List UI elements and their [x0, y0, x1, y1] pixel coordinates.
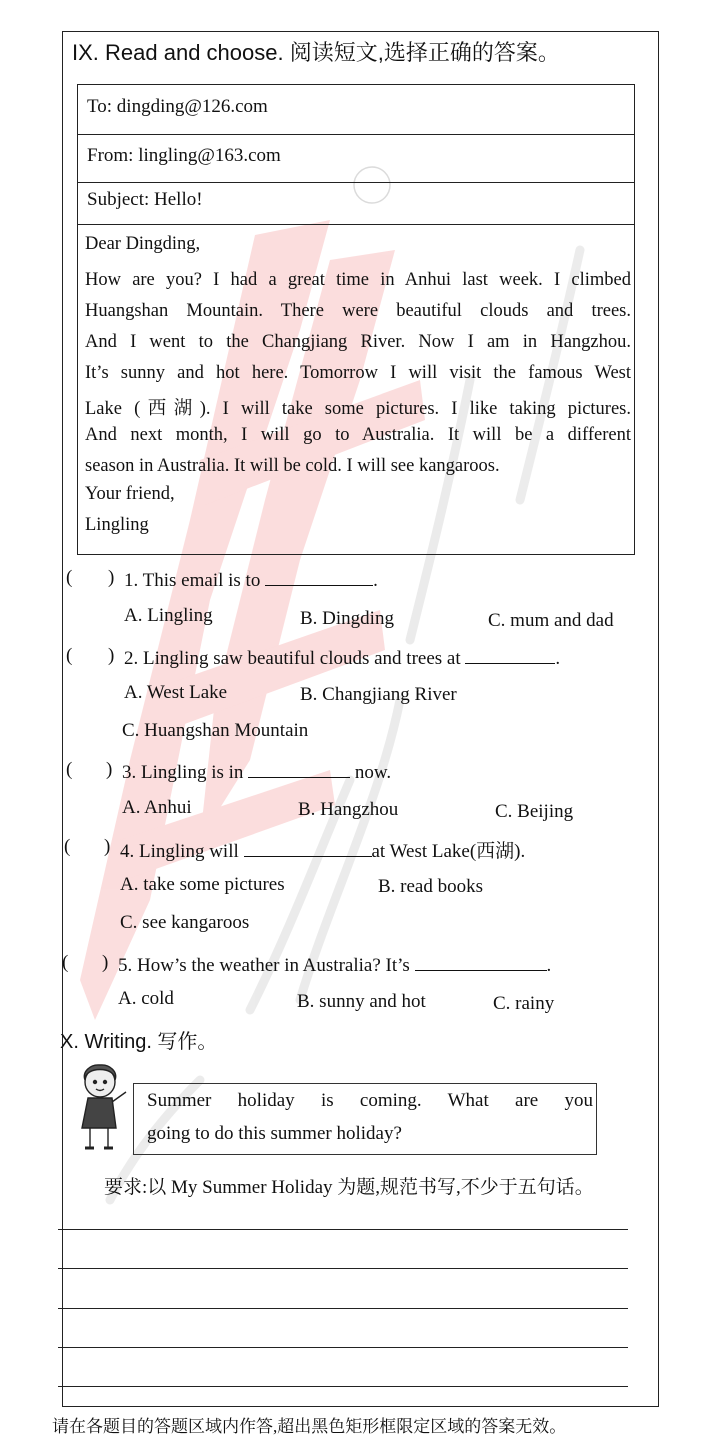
writing-line[interactable] — [58, 1268, 628, 1269]
q1-option-c[interactable]: C. mum and dad — [488, 610, 614, 631]
writing-line[interactable] — [58, 1229, 628, 1230]
email-body-line: Your friend, — [85, 484, 175, 504]
q1-option-a[interactable]: A. Lingling — [124, 605, 213, 626]
q2-option-b[interactable]: B. Changjiang River — [300, 684, 457, 705]
email-body-line: It’s sunny and hot here. Tomorrow I will visit the famous West — [85, 363, 631, 383]
footer-note: 请在各题目的答题区域内作答,超出黑色矩形框限定区域的答案无效。 — [52, 1417, 567, 1436]
question-paren: ) — [108, 567, 115, 588]
q4-option-b[interactable]: B. read books — [378, 876, 484, 897]
email-subject: Subject: Hello! — [78, 183, 634, 225]
q3-option-b[interactable]: B. Hangzhou — [298, 799, 399, 820]
question-paren: ( — [66, 567, 73, 588]
section-9-title: IX. Read and choose. 阅读短文,选择正确的答案。 — [72, 40, 560, 65]
email-body-line: season in Australia. It will be cold. I will see kangaroos. — [85, 456, 500, 476]
section-10-title: X. Writing. 写作。 — [60, 1031, 218, 1053]
q2-option-c[interactable]: C. Huangshan Mountain — [122, 720, 309, 741]
email-body-line: Lake (西湖). I will take some pictures. I like taking pictures. — [85, 399, 631, 419]
question-4-text: 4. Lingling will at West Lake(西湖). — [120, 836, 525, 863]
question-paren: ) — [102, 952, 109, 973]
q4-option-c[interactable]: C. see kangaroos — [120, 912, 250, 933]
writing-line[interactable] — [58, 1308, 628, 1309]
writing-requirement: 要求:以 My Summer Holiday 为题,规范书写,不少于五句话。 — [104, 1177, 594, 1198]
writing-prompt-line-1: Summer holiday is coming. What are you — [147, 1090, 593, 1111]
email-from: From: lingling@163.com — [78, 135, 634, 183]
email-body-line: How are you? I had a great time in Anhui last week. I climbed — [85, 270, 631, 290]
q2-option-a[interactable]: A. West Lake — [124, 682, 228, 703]
question-paren: ( — [66, 759, 73, 780]
question-paren: ) — [108, 645, 115, 666]
email-body-line: Lingling — [85, 515, 149, 535]
question-1-text: 1. This email is to . — [124, 567, 378, 592]
q5-option-c[interactable]: C. rainy — [493, 993, 555, 1014]
email-body-line: And I went to the Changjiang River. Now I am in Hangzhou. — [85, 332, 631, 352]
q5-option-a[interactable]: A. cold — [118, 988, 174, 1009]
q1-option-b[interactable]: B. Dingding — [300, 608, 394, 629]
question-paren: ( — [62, 952, 69, 973]
email-body-line: And next month, I will go to Australia. It will be a different — [85, 425, 631, 445]
q3-option-a[interactable]: A. Anhui — [122, 797, 192, 818]
question-paren: ) — [106, 759, 113, 780]
question-paren: ) — [104, 836, 111, 857]
q3-option-c[interactable]: C. Beijing — [495, 801, 574, 822]
writing-line[interactable] — [58, 1347, 628, 1348]
question-2-text: 2. Lingling saw beautiful clouds and trees at . — [124, 645, 560, 670]
writing-prompt-line-2: going to do this summer holiday? — [147, 1123, 402, 1144]
q5-option-b[interactable]: B. sunny and hot — [297, 991, 426, 1012]
email-body-line: Huangshan Mountain. There were beautiful clouds and trees. — [85, 301, 631, 321]
question-paren: ( — [64, 836, 71, 857]
writing-line[interactable] — [58, 1386, 628, 1387]
question-paren: ( — [66, 645, 73, 666]
question-3-text: 3. Lingling is in now. — [122, 759, 391, 784]
email-to: To: dingding@126.com — [78, 85, 634, 135]
email-body-line: Dear Dingding, — [85, 234, 201, 254]
girl-illustration-icon — [70, 1062, 132, 1154]
q4-option-a[interactable]: A. take some pictures — [120, 874, 285, 895]
question-5-text: 5. How’s the weather in Australia? It’s . — [118, 952, 551, 977]
